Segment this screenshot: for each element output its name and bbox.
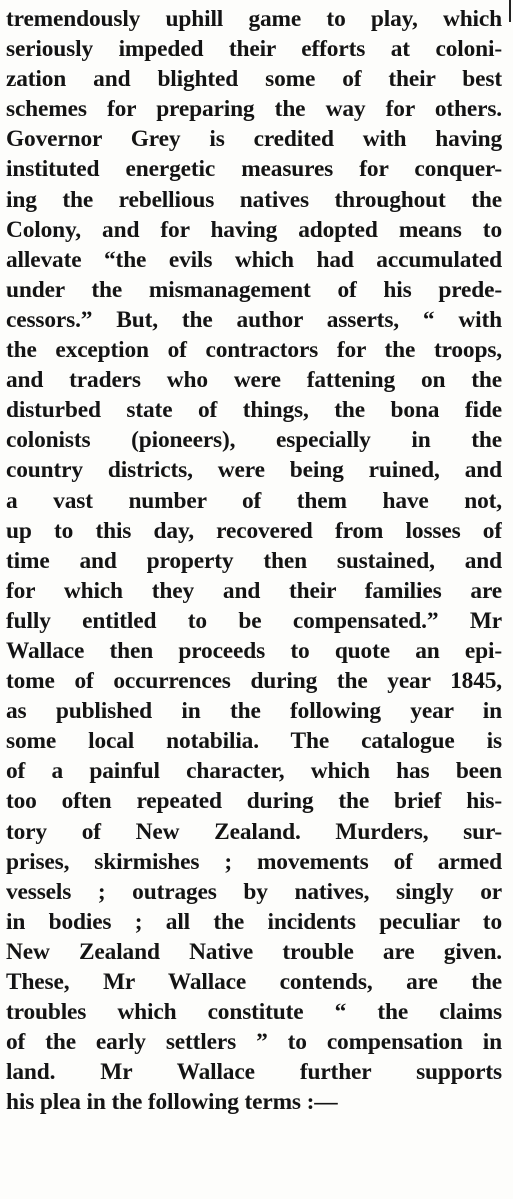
column-rule [509, 0, 511, 22]
text-line: too often repeated during the brief his- [6, 788, 502, 815]
text-line: troubles which constitute “ the claims [6, 999, 502, 1026]
text-line: and traders who were fattening on the [6, 367, 502, 394]
text-line: under the mismanagement of his prede- [6, 276, 502, 303]
text-line: of the early settlers ” to compensation in [6, 1029, 502, 1056]
article-text [6, 4, 502, 1117]
text-line: prises, skirmishes ; movements of armed [6, 848, 502, 875]
text-line: a vast number of them have not, [6, 487, 502, 514]
text-line: fully entitled to be compensated.” Mr [6, 607, 502, 634]
text-line: Governor Grey is credited with having [6, 126, 502, 153]
text-line: his plea in the following terms :— [6, 1089, 338, 1116]
text-line: colonists (pioneers), especially in the [6, 427, 502, 454]
text-line: up to this day, recovered from losses of [6, 517, 502, 544]
text-line: Colony, and for having adopted means to [6, 216, 502, 243]
text-line: cessors.” But, the author asserts, “ with [6, 306, 502, 333]
text-line: Wallace then proceeds to quote an epi- [6, 637, 502, 664]
text-line: tory of New Zealand. Murders, sur- [6, 818, 502, 845]
text-line: allevate “the evils which had accumulated [6, 246, 502, 273]
text-line: country districts, were being ruined, and [6, 457, 502, 484]
text-line: instituted energetic measures for conquer- [6, 156, 502, 183]
text-line: land. Mr Wallace further supports [6, 1059, 502, 1086]
text-line: schemes for preparing the way for others. [6, 96, 502, 123]
text-line: tome of occurrences during the year 1845, [6, 668, 502, 695]
text-line: disturbed state of things, the bona fide [6, 397, 502, 424]
text-line: of a painful character, which has been [6, 758, 502, 785]
text-line: some local notabilia. The catalogue is [6, 728, 502, 755]
text-line: for which they and their families are [6, 577, 502, 604]
text-line: tremendously uphill game to play, which [6, 6, 502, 32]
text-line: as published in the following year in [6, 698, 502, 725]
text-line: New Zealand Native trouble are given. [6, 938, 502, 965]
text-line: seriously impeded their efforts at coloni- [6, 36, 502, 63]
text-line: the exception of contractors for the troops, [6, 337, 502, 364]
text-line: zation and blighted some of their best [6, 66, 502, 93]
text-line: ing the rebellious natives throughout the [6, 186, 502, 213]
text-line: vessels ; outrages by natives, singly or [6, 878, 502, 905]
text-line: These, Mr Wallace contends, are the [6, 969, 502, 995]
text-line: time and property then sustained, and [6, 547, 502, 574]
text-line: in bodies ; all the incidents peculiar to [6, 908, 502, 935]
